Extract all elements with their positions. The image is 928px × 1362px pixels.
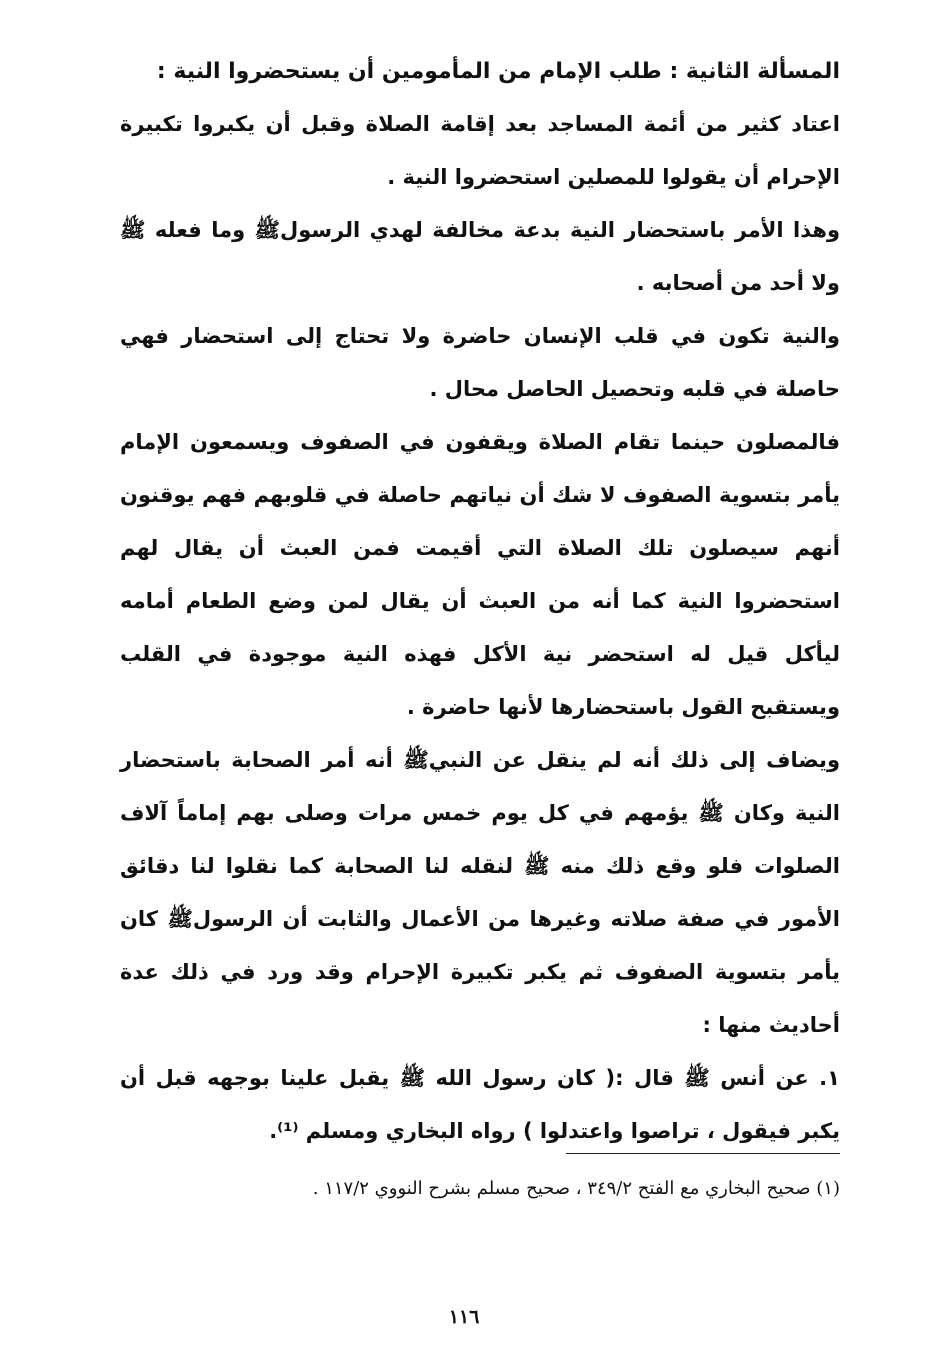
paragraph-not-transmitted: ويضاف إلى ذلك أنه لم ينقل عن النبيﷺ أنه أمر الصحابة باستحضار النية وكان ﷺ يؤمهم في كل يوم خمس مرات وصلى بهم إماماً آلاف الصلوات فلو وقع ذلك منه ﷺ لنقله لنا الصحابة كما نقلوا لنا دقائق الأمور في صفة صلاته وغيرها من الأعمال والثابت أن الرسولﷺ كان يأمر بتسوية الصفوف ثم يكبر تكبيرة الإحرام وقد ورد في ذلك عدة أحاديث منها : <box>120 748 840 1037</box>
paragraph-innovation: وهذا الأمر باستحضار النية بدعة مخالفة لهدي الرسولﷺ وما فعله ﷺ ولا أحد من أصحابه . <box>120 218 840 295</box>
paragraph-worshippers: فالمصلون حينما تقام الصلاة ويقفون في الصفوف ويسمعون الإمام يأمر بتسوية الصفوف لا شك أن نياتهم حاصلة في قلوبهم فهم يوقنون أنهم سيصلون تلك الصلاة التي أقيمت فمن العبث أن يقال لهم استحضروا النية كما أنه من العبث أن يقال لمن وضع الطعام أمامه ليأكل قيل له استحضر نية الأكل فهذه النية موجودة في القلب ويستقبح القول باستحضارها لأنها حاضرة . <box>120 430 840 719</box>
hadith-anas: ١. عن أنس ﷺ قال :( كان رسول الله ﷺ يقبل علينا بوجهه قبل أن يكبر فيقول ، تراصوا واعتدلوا ) رواه البخاري ومسلم ⁽¹⁾. <box>120 1066 840 1143</box>
document-page <box>120 46 840 1158</box>
footnote-divider <box>566 1153 840 1154</box>
paragraph-intention-in-heart: والنية تكون في قلب الإنسان حاضرة ولا تحتاج إلى استحضار فهي حاصلة في قلبه وتحصيل الحاصل محال . <box>120 324 840 401</box>
paragraph-custom-of-imams: اعتاد كثير من أئمة المساجد بعد إقامة الصلاة وقبل أن يكبروا تكبيرة الإحرام أن يقولوا للمصلين استحضروا النية . <box>120 112 840 189</box>
footnote: (١) صحيح البخاري مع الفتح ٣٤٩/٢ ، صحيح مسلم بشرح النووي ١١٧/٢ . <box>312 1178 840 1199</box>
page-number: ١١٦ <box>448 1306 480 1328</box>
section-heading: المسألة الثانية : طلب الإمام من المأمومين أن يستحضروا النية : <box>156 59 840 84</box>
